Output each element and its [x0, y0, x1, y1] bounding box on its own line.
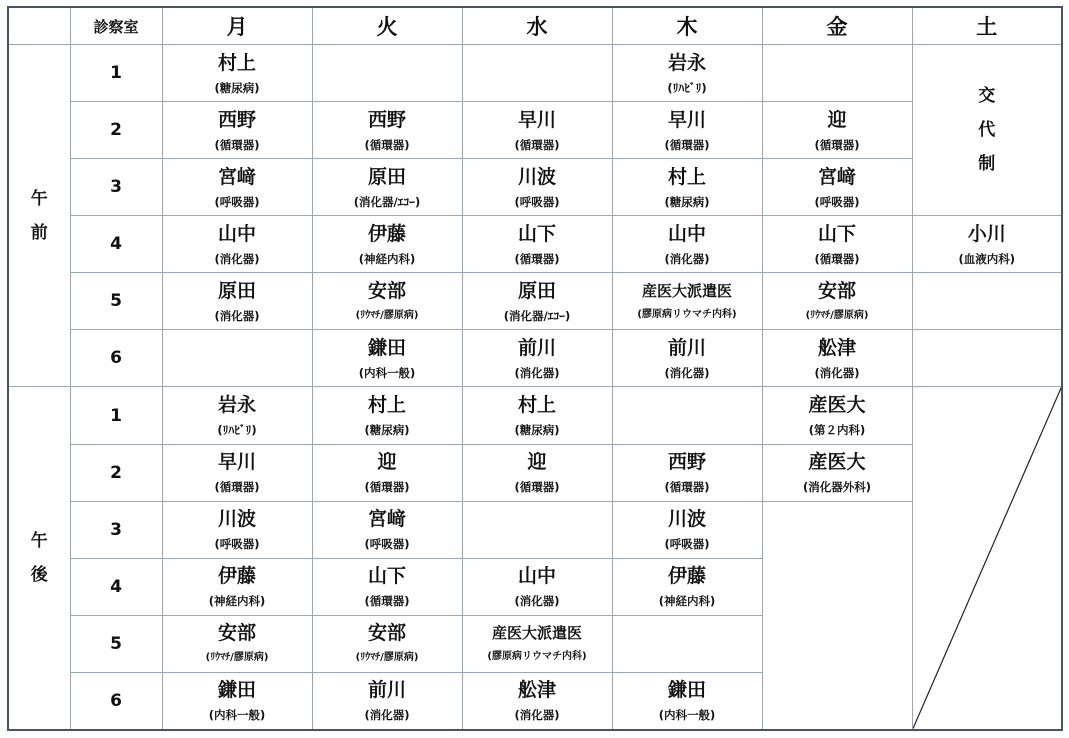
department-label: (循環器) — [814, 251, 860, 266]
room-column-header: 診察室 — [70, 7, 162, 45]
doctor-name: 早川 — [517, 108, 556, 131]
afternoon-section-label — [8, 387, 70, 730]
department-label: (呼吸器) — [514, 194, 560, 209]
rotation-label: 交 代 制 — [978, 86, 996, 175]
doctor-name: 舩津 — [517, 679, 556, 702]
doctor-name: 西野 — [667, 451, 706, 474]
room-number: 3 — [70, 159, 162, 216]
department-label: (消化器) — [214, 251, 260, 266]
department-label: (呼吸器) — [214, 194, 260, 209]
doctor-name: 原田 — [517, 279, 556, 302]
doctor-name: 小川 — [967, 222, 1006, 245]
doctor-name: 岩永 — [667, 51, 706, 74]
doctor-name: 村上 — [517, 394, 556, 416]
schedule-row — [8, 387, 1062, 444]
slot-mon — [162, 615, 312, 672]
department-label: (呼吸器) — [214, 537, 260, 552]
department-label: (消化器) — [664, 365, 710, 380]
schedule-row — [8, 444, 1062, 501]
slot-thu — [612, 387, 762, 444]
doctor-name: 迎 — [377, 451, 397, 474]
schedule-row — [8, 330, 1062, 387]
schedule-row — [8, 273, 1062, 330]
department-label: (ﾘﾊﾋﾞﾘ) — [667, 80, 707, 95]
slot-wed — [462, 672, 612, 730]
doctor-name: 川波 — [667, 508, 706, 531]
department-label: (膠原病リウマチ内科) — [487, 651, 587, 663]
slot-fri — [762, 273, 912, 330]
department-label: (循環器) — [814, 137, 860, 152]
slot-thu — [612, 558, 762, 615]
slot-fri — [762, 216, 912, 273]
room-number: 5 — [70, 273, 162, 330]
department-label: (血液内科) — [958, 251, 1015, 266]
department-label: (第２内科) — [808, 423, 866, 437]
schedule-row — [8, 159, 1062, 216]
department-label: (循環器) — [364, 480, 410, 495]
department-label: (内科一般) — [358, 365, 416, 380]
department-label: (呼吸器) — [364, 537, 410, 552]
day-header-tue: 火 — [312, 7, 462, 45]
room-number: 5 — [70, 615, 162, 672]
department-label: (消化器/ｴｺｰ) — [503, 308, 571, 323]
slot-mon — [162, 330, 312, 387]
slot-mon — [162, 387, 312, 444]
room-number: 1 — [70, 387, 162, 444]
slot-mon — [162, 672, 312, 730]
department-label: (循環器) — [664, 137, 710, 152]
doctor-name: 村上 — [367, 394, 406, 416]
doctor-name: 伊藤 — [217, 565, 256, 588]
room-number: 2 — [70, 102, 162, 159]
doctor-name: 原田 — [367, 165, 406, 188]
department-label: (内科一般) — [658, 708, 716, 723]
slot-fri — [762, 387, 912, 444]
slot-tue — [312, 558, 462, 615]
doctor-name: 前川 — [667, 336, 706, 359]
schedule-row — [8, 102, 1062, 159]
department-label: (循環器) — [364, 137, 410, 152]
department-label: (循環器) — [214, 480, 260, 495]
department-label: (神経内科) — [208, 594, 266, 609]
doctor-name: 産医大派遣医 — [641, 281, 732, 300]
day-header-thu: 木 — [612, 7, 762, 45]
day-header-mon: 月 — [162, 7, 312, 45]
slot-sat-closed — [912, 387, 1062, 730]
department-label: (ﾘﾊﾋﾞﾘ) — [217, 423, 257, 437]
doctor-name: 鎌田 — [667, 679, 706, 702]
slot-tue — [312, 672, 462, 730]
slot-tue — [312, 273, 462, 330]
doctor-name: 山中 — [517, 565, 556, 588]
schedule-row — [8, 216, 1062, 273]
slot-sat — [912, 330, 1062, 387]
slot-tue — [312, 216, 462, 273]
department-label: (ﾘｳﾏﾁ/膠原病) — [355, 309, 419, 321]
slot-thu — [612, 45, 762, 102]
department-label: (消化器) — [514, 594, 560, 609]
doctor-name: 安部 — [217, 622, 256, 645]
doctor-name: 産医大 — [808, 451, 866, 474]
doctor-name: 伊藤 — [667, 565, 706, 588]
doctor-name: 前川 — [367, 679, 406, 702]
doctor-name: 西野 — [367, 108, 406, 131]
slot-wed — [462, 216, 612, 273]
department-label: (糖尿病) — [664, 194, 710, 209]
slot-mon — [162, 444, 312, 501]
doctor-name: 原田 — [217, 279, 256, 302]
room-number: 3 — [70, 501, 162, 558]
afternoon-section-text: 午 後 — [30, 531, 48, 586]
slot-thu — [612, 615, 762, 672]
corner-cell — [8, 7, 70, 45]
slot-tue — [312, 387, 462, 444]
room-number: 1 — [70, 45, 162, 102]
slot-wed — [462, 159, 612, 216]
doctor-name: 早川 — [217, 451, 256, 474]
slot-mon — [162, 273, 312, 330]
slot-mon — [162, 558, 312, 615]
slot-fri — [762, 444, 912, 501]
slot-sat — [912, 273, 1062, 330]
doctor-name: 産医大派遣医 — [491, 624, 582, 643]
doctor-name: 伊藤 — [367, 222, 406, 245]
slot-thu — [612, 216, 762, 273]
department-label: (循環器) — [514, 480, 560, 495]
department-label: (消化器) — [514, 708, 560, 723]
department-label: (糖尿病) — [514, 423, 560, 437]
schedule-row — [8, 45, 1062, 102]
department-label: (内科一般) — [208, 708, 266, 723]
doctor-name: 山中 — [217, 222, 256, 245]
doctor-name: 安部 — [817, 279, 856, 302]
doctor-name: 村上 — [667, 165, 706, 188]
department-label: (循環器) — [514, 137, 560, 152]
room-number: 2 — [70, 444, 162, 501]
department-label: (循環器) — [214, 137, 260, 152]
slot-mon — [162, 159, 312, 216]
slot-wed — [462, 615, 612, 672]
doctor-name: 前川 — [517, 336, 556, 359]
slot-tue — [312, 615, 462, 672]
department-label: (神経内科) — [358, 251, 416, 266]
doctor-name: 村上 — [217, 51, 256, 74]
slot-sat-rotation — [912, 45, 1062, 216]
department-label: (呼吸器) — [664, 537, 710, 552]
department-label: (循環器) — [364, 594, 410, 609]
day-header-sat: 土 — [912, 7, 1062, 45]
slot-mon — [162, 501, 312, 558]
slot-fri — [762, 102, 912, 159]
morning-section-text: 午 前 — [30, 188, 48, 243]
slot-thu — [612, 501, 762, 558]
slot-mon — [162, 216, 312, 273]
slot-wed — [462, 501, 612, 558]
doctor-name: 宮﨑 — [817, 165, 856, 188]
doctor-name: 安部 — [367, 279, 406, 302]
doctor-name: 山下 — [517, 222, 556, 245]
room-number: 4 — [70, 216, 162, 273]
slot-wed — [462, 102, 612, 159]
doctor-name: 産医大 — [808, 394, 866, 416]
day-header-wed: 水 — [462, 7, 612, 45]
slot-tue — [312, 330, 462, 387]
slot-fri — [762, 330, 912, 387]
slot-fri — [762, 159, 912, 216]
department-label: (消化器) — [514, 365, 560, 380]
slot-wed — [462, 273, 612, 330]
schedule-row — [8, 501, 1062, 558]
doctor-name: 山中 — [667, 222, 706, 245]
slot-thu — [612, 444, 762, 501]
doctor-name: 川波 — [517, 165, 556, 188]
department-label: (呼吸器) — [814, 194, 860, 209]
department-label: (糖尿病) — [364, 423, 410, 437]
room-number: 6 — [70, 330, 162, 387]
slot-thu — [612, 330, 762, 387]
slot-mon — [162, 102, 312, 159]
slot-sat — [912, 216, 1062, 273]
doctor-name: 早川 — [667, 108, 706, 131]
closed-diagonal-line — [913, 387, 1062, 729]
slot-mon — [162, 45, 312, 102]
day-header-fri: 金 — [762, 7, 912, 45]
department-label: (消化器) — [664, 251, 710, 266]
department-label: (消化器外科) — [802, 480, 871, 495]
room-number: 6 — [70, 672, 162, 730]
doctor-name: 安部 — [367, 622, 406, 645]
slot-thu — [612, 672, 762, 730]
department-label: (神経内科) — [658, 594, 716, 609]
department-label: (糖尿病) — [214, 80, 260, 95]
slot-tue — [312, 501, 462, 558]
slot-fri — [762, 45, 912, 102]
doctor-name: 宮﨑 — [367, 508, 406, 531]
doctor-name: 山下 — [367, 565, 406, 588]
slot-tue — [312, 159, 462, 216]
slot-wed — [462, 444, 612, 501]
room-number: 4 — [70, 558, 162, 615]
doctor-name: 川波 — [217, 508, 256, 531]
doctor-name: 迎 — [827, 108, 847, 131]
department-label: (消化器/ｴｺｰ) — [353, 194, 421, 209]
clinic-schedule-table — [7, 6, 1063, 731]
slot-thu — [612, 273, 762, 330]
doctor-name: 岩永 — [217, 394, 256, 416]
doctor-name: 舩津 — [817, 336, 856, 359]
department-label: (膠原病リウマチ内科) — [637, 308, 737, 320]
doctor-name: 鎌田 — [217, 679, 256, 702]
department-label: (ﾘｳﾏﾁ/膠原病) — [205, 652, 269, 664]
slot-wed — [462, 45, 612, 102]
doctor-name: 宮﨑 — [217, 165, 256, 188]
department-label: (循環器) — [664, 480, 710, 495]
doctor-name: 西野 — [217, 108, 256, 131]
department-label: (消化器) — [364, 708, 410, 723]
slot-wed — [462, 558, 612, 615]
doctor-name: 山下 — [817, 222, 856, 245]
morning-section-label — [8, 45, 70, 387]
department-label: (ﾘｳﾏﾁ/膠原病) — [355, 652, 419, 664]
slot-wed — [462, 330, 612, 387]
slot-wed — [462, 387, 612, 444]
slot-thu — [612, 102, 762, 159]
slot-tue — [312, 102, 462, 159]
doctor-name: 鎌田 — [367, 336, 406, 359]
slot-tue — [312, 45, 462, 102]
department-label: (消化器) — [814, 365, 860, 380]
slot-fri-empty — [762, 501, 912, 730]
slot-tue — [312, 444, 462, 501]
doctor-name: 迎 — [527, 451, 547, 474]
department-label: (循環器) — [514, 251, 560, 266]
department-label: (消化器) — [214, 308, 260, 323]
department-label: (ﾘｳﾏﾁ/膠原病) — [805, 309, 869, 321]
slot-thu — [612, 159, 762, 216]
